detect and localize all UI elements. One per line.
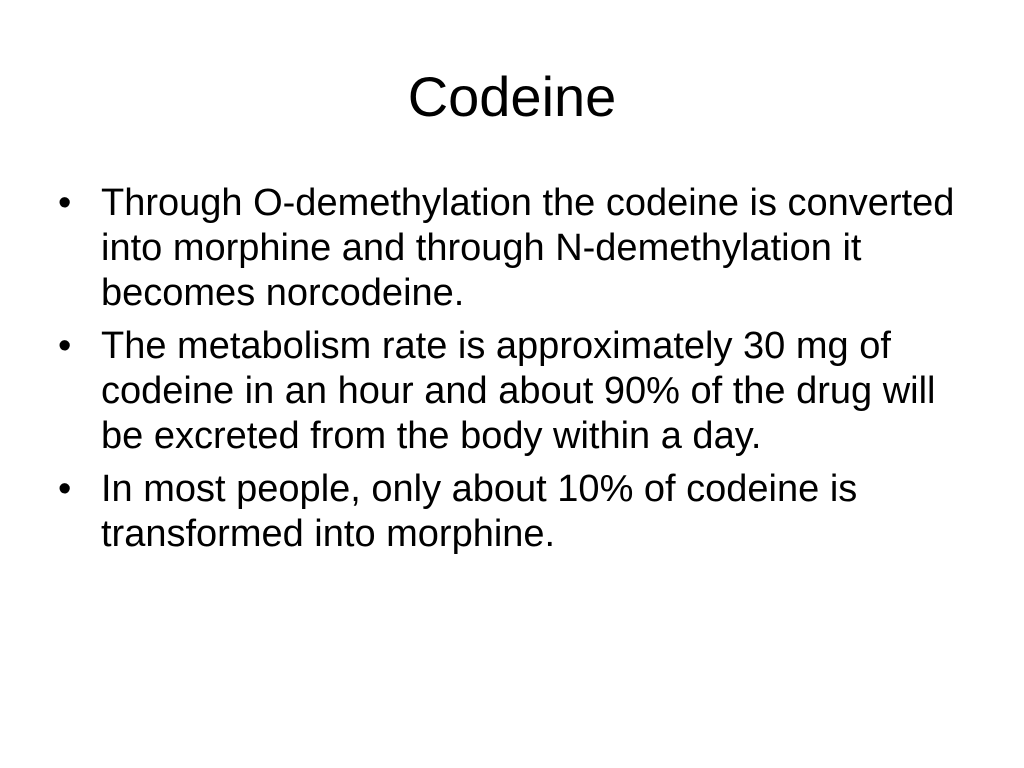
bullet-text: The metabolism rate is approximately 30 mg of codeine in an hour and about 90% of the drug will be excreted from the body within a day. — [101, 325, 936, 457]
bullet-item — [58, 467, 978, 557]
slide-title: Codeine — [407, 65, 617, 128]
bullet-text: Through O-demethylation the codeine is converted into morphine and through N-demethylation it becomes norcodeine. — [101, 182, 955, 314]
bullet-list — [58, 181, 978, 565]
bullet-dot-icon: • — [58, 325, 72, 367]
bullet-dot-icon: • — [58, 182, 72, 224]
bullet-text: In most people, only about 10% of codeine is transformed into morphine. — [101, 468, 858, 555]
bullet-item — [58, 324, 978, 459]
bullet-dot-icon: • — [58, 468, 72, 510]
bullet-item — [58, 181, 978, 316]
